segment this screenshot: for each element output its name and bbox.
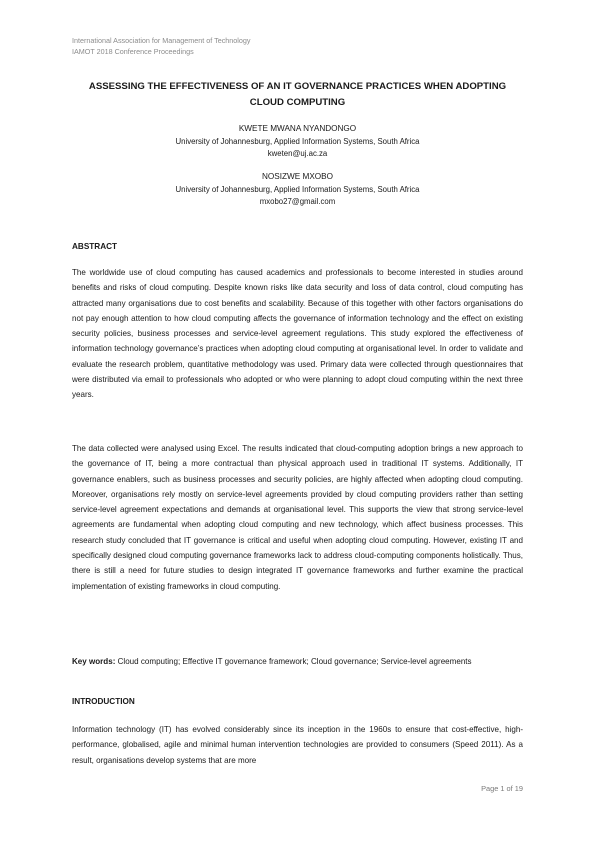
paper-title xyxy=(72,79,523,111)
introduction-paragraph: Information technology (IT) has evolved considerably since its inception in the 1960s to ensure that cost-effective, high-performance, globalised, agile and minimal human intervention technologies are provided to consumers (Speed 2011). As a result, organisations develop systems that are more xyxy=(72,725,523,765)
abstract-paragraph: The data collected were analysed using Excel. The results indicated that cloud-computing adoption brings a new approach to the governance of IT, being a more contractual than physical approach used in traditional IT systems. Additionally, IT governance enablers, such as business processes and security policies, are highly affected when adopting cloud computing. Moreover, organisations rely mostly on service-level agreements provided by cloud computing providers rather than setting service-level agreement expectations and demands at organisational level. This supports the view that strong service-level agreements are fundamental when adopting cloud computing and new technology, which affect business processes. This research study concluded that IT governance is critical and useful when adopting cloud computing. However, existing IT and specifically designed cloud computing governance frameworks lack to address cloud-computing components holistically. Thus, there is still a need for future studies to design integrated IT governance frameworks and further examine the practical implementation of existing frameworks in cloud computing. xyxy=(72,444,523,591)
author-affiliation: University of Johannesburg, Applied Information Systems, South Africa xyxy=(175,185,420,194)
author-affiliation: University of Johannesburg, Applied Information Systems, South Africa xyxy=(175,137,420,146)
author-name: NOSIZWE MXOBO xyxy=(262,172,333,181)
header-proceedings: IAMOT 2018 Conference Proceedings xyxy=(72,47,194,56)
author-name: KWETE MWANA NYANDONGO xyxy=(238,124,357,133)
page-number: Page 1 of 19 xyxy=(481,784,523,793)
paper-title-line-1: ASSESSING THE EFFECTIVENESS OF AN IT GOVERNANCE PRACTICES WHEN ADOPTING xyxy=(88,81,507,92)
author-block xyxy=(72,171,523,208)
running-header xyxy=(72,35,250,57)
keywords xyxy=(72,654,523,669)
introduction-heading: INTRODUCTION xyxy=(72,697,135,706)
keywords-label: Key words: xyxy=(72,657,116,666)
author-block xyxy=(72,123,523,160)
author-email: kweten@uj.ac.za xyxy=(267,149,328,158)
author-email: mxobo27@gmail.com xyxy=(259,197,336,206)
abstract-heading: ABSTRACT xyxy=(72,242,118,251)
keywords-text: Cloud computing; Effective IT governance framework; Cloud governance; Service-level agreements xyxy=(115,657,472,666)
paper-title-line-2: CLOUD COMPUTING xyxy=(249,97,346,108)
header-organisation: International Association for Management of Technology xyxy=(72,36,251,45)
abstract-paragraph: The worldwide use of cloud computing has caused academics and professionals to become interested in studies around benefits and risks of cloud computing. Despite known risks like data security and loss of data control, cloud computing has attracted many organisations due to cost benefits and scalability. Because of this together with other factors organisations do not pay enough attention to how cloud computing affects the governance of information technology and the effect on existing security policies, business processes and service-level agreement regulations. This study explored the effectiveness of information technology governance’s practices when adopting cloud computing at organisational level. In order to validate and evaluate the research problem, quantitative methodology was used. Primary data were collected through questionnaires that were distributed via email to professionals who adopted or who were planning to adopt cloud computing within the next three years. xyxy=(72,268,523,400)
